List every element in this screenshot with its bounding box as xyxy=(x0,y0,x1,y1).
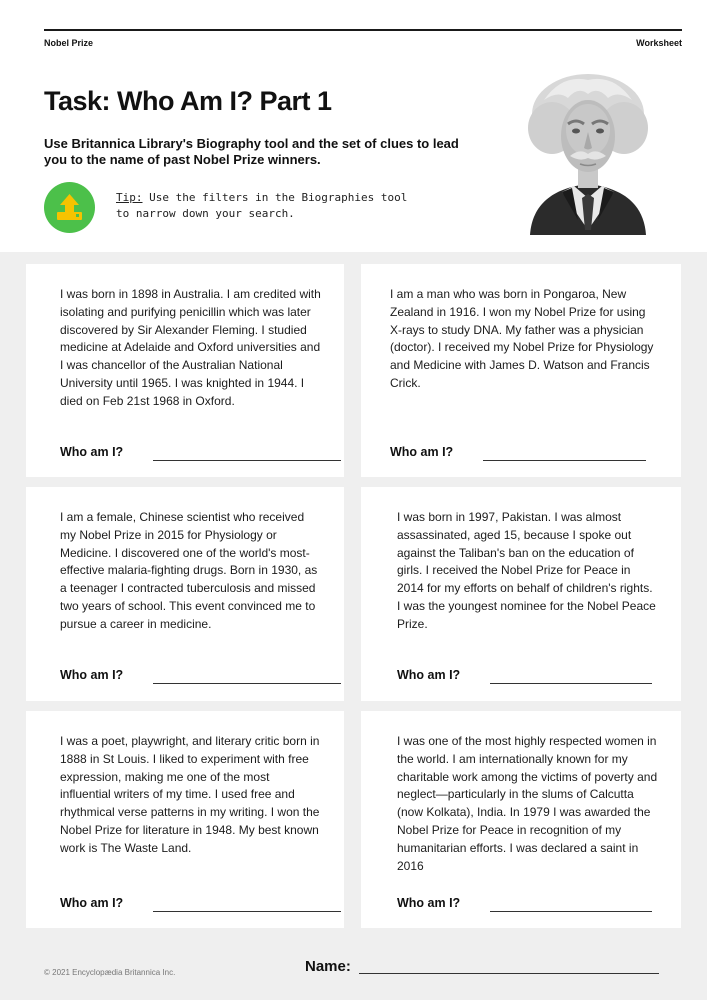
clue-text: I am a man who was born in Pongaroa, New Zealand in 1916. I won my Nobel Prize for using X-rays to study DNA. My father was a physician (doctor). I received my Nobel Prize for Physiology and Medicine with James D. Watson and Francis Crick. xyxy=(390,287,654,390)
clue-text: I was born in 1997, Pakistan. I was almost assassinated, aged 15, because I spoke out against the Taliban's ban on the education of girls. I received the Nobel Prize for Peace in 2014 for my efforts on behalf of children's rights. I was the youngest nominee for the Nobel Peace Prize. xyxy=(397,510,656,631)
who-am-i-label: Who am I? xyxy=(397,668,461,682)
answer-line[interactable] xyxy=(153,460,341,461)
answer-line[interactable] xyxy=(153,683,341,684)
clue-card-4 xyxy=(361,487,681,701)
header-subject: Nobel Prize xyxy=(44,38,94,48)
answer-line[interactable] xyxy=(483,460,646,461)
scientist-portrait-illustration xyxy=(522,70,654,235)
upload-icon xyxy=(44,182,95,233)
tip-text xyxy=(116,190,416,222)
clue-text: I was born in 1898 in Australia. I am credited with isolating and purifying penicillin which was later discovered by Sir Alexander Fleming. I studied medicine at Adelaide and Oxford universities and I was chancellor of the Australian National University until 1965. I was knighted in 1944. I died on Feb 21st 1968 in Oxford. xyxy=(60,287,321,408)
clue-card-3 xyxy=(26,487,344,701)
clue-card-5 xyxy=(26,711,344,928)
answer-line[interactable] xyxy=(153,911,341,912)
name-label: Name: xyxy=(305,958,351,975)
name-line[interactable] xyxy=(359,973,659,974)
who-am-i-label: Who am I? xyxy=(60,445,124,459)
clue-text: I was a poet, playwright, and literary critic born in 1888 in St Louis. I liked to experiment with free expression, making me one of the most influential writers of my time. I used free and rhythmical verse patterns in my writing. I won the Nobel Prize for literature in 1948. My best known work is The Waste Land. xyxy=(60,734,320,855)
answer-line[interactable] xyxy=(490,911,652,912)
who-am-i-label: Who am I? xyxy=(397,896,461,910)
clue-card-2 xyxy=(361,264,681,477)
copyright: © 2021 Encyclopædia Britannica Inc. xyxy=(44,968,176,977)
intro-text: Use Britannica Library's Biography tool and the set of clues to lead you to the name of past Nobel Prize winners. xyxy=(44,136,459,167)
tip-label: Tip: xyxy=(116,191,143,204)
header-doc-type: Worksheet xyxy=(636,38,682,48)
clue-card-1 xyxy=(26,264,344,477)
answer-line[interactable] xyxy=(490,683,652,684)
tip-body: Use the filters in the Biographies tool to narrow down your search. xyxy=(116,191,408,220)
header-rule xyxy=(44,29,682,31)
who-am-i-label: Who am I? xyxy=(60,896,124,910)
clue-text: I was one of the most highly respected women in the world. I am internationally known for my charitable work among the victims of poverty and neglect—particularly in the slums of Calcutta (now Kolkata), India. In 1979 I was awarded the Nobel Prize for Peace in recognition of my humanitarian efforts. I was declared a saint in 2016 xyxy=(397,734,658,873)
page-title: Task: Who Am I? Part 1 xyxy=(44,86,332,116)
clue-text: I am a female, Chinese scientist who received my Nobel Prize in 2015 for Physiology or Medicine. I discovered one of the world's most-effective malaria-fighting drugs. Born in 1930, as a teenager I contracted tuberculosis and missed two years of school. This event convinced me to pursue a career in medicine. xyxy=(60,510,318,631)
who-am-i-label: Who am I? xyxy=(390,445,454,459)
clue-card-6 xyxy=(361,711,681,928)
who-am-i-label: Who am I? xyxy=(60,668,124,682)
